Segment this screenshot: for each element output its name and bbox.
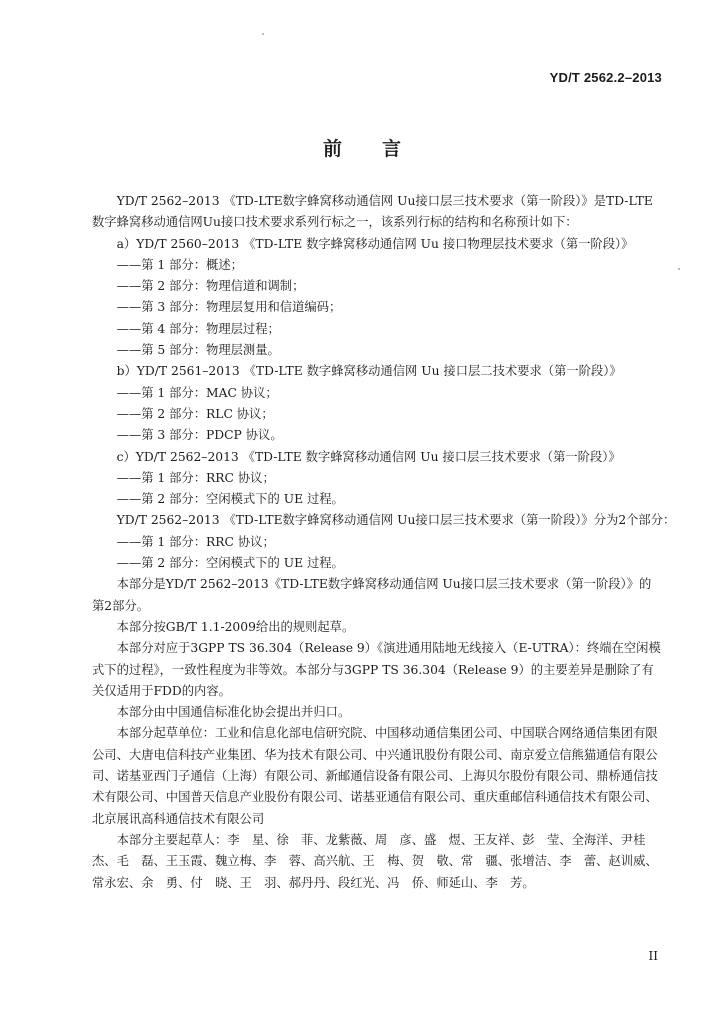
paragraph: 本部分由中国通信标准化协会提出并归口。 bbox=[116, 705, 351, 720]
paragraph: c）YD/T 2562–2013 《TD-LTE 数字蜂窝移动通信网 Uu 接口层三技术要求（第一阶段）》 bbox=[116, 449, 621, 464]
page-number: II bbox=[648, 949, 658, 963]
paragraph: 本部分按GB/T 1.1-2009给出的规则起草。 bbox=[116, 619, 355, 634]
scan-speck bbox=[262, 33, 264, 35]
paragraph: ——第 2 部分：空闲模式下的 UE 过程。 bbox=[116, 556, 344, 571]
paragraph: 本部分主要起草人：李 星、徐 菲、龙紫薇、周 彦、盛 煜、王友祥、彭 莹、全海洋、尹桂杰、毛 磊、王玉霞、魏立梅、李 蓉、高兴航、王 梅、贺 敬、常 疆、张增洁、李 蕾、赵训威、常永宏、余 勇、付 晓、王 羽、郝丹丹、段红光、冯 侨、师延山、李 芳。 bbox=[92, 832, 658, 890]
paragraph: a）YD/T 2560–2013 《TD-LTE 数字蜂窝移动通信网 Uu 接口物理层技术要求（第一阶段）》 bbox=[116, 236, 634, 251]
paragraph: 本部分对应于3GPP TS 36.304（Release 9）《演进通用陆地无线接入（E-UTRA）：终端在空闲模式下的过程》，一致性程度为非等效。本部分与3GPP TS 36.304（Release 9）的主要差异是删除了有关仅适用于FDD的内容。 bbox=[92, 641, 661, 698]
page-title: 前言 bbox=[322, 138, 441, 160]
paragraph: ——第 1 部分：概述； bbox=[116, 257, 243, 272]
paragraph: YD/T 2562–2013 《TD-LTE数字蜂窝移动通信网 Uu接口层三技术要求（第一阶段）》分为2个部分： bbox=[116, 513, 676, 528]
paragraph: ——第 5 部分：物理层测量。 bbox=[116, 343, 280, 358]
paragraph: ——第 2 部分：物理信道和调制； bbox=[116, 279, 305, 294]
paragraph: ——第 2 部分：空闲模式下的 UE 过程。 bbox=[116, 492, 344, 507]
paragraph: ——第 2 部分：RLC 协议； bbox=[116, 406, 274, 421]
paragraph: ——第 1 部分：MAC 协议； bbox=[116, 385, 278, 400]
paragraph: YD/T 2562–2013 《TD-LTE数字蜂窝移动通信网 Uu接口层三技术要求（第一阶段）》是TD-LTE数字蜂窝移动通信网Uu接口技术要求系列行标之一，该系列行标的结构和名称预计如下： bbox=[92, 194, 653, 230]
paragraph: ——第 1 部分：RRC 协议； bbox=[116, 470, 275, 485]
paragraph: 本部分是YD/T 2562–2013《TD-LTE数字蜂窝移动通信网 Uu接口层三技术要求（第一阶段）》的第2部分。 bbox=[92, 577, 652, 613]
paragraph: ——第 1 部分：RRC 协议； bbox=[116, 534, 275, 549]
foreword-body bbox=[92, 191, 676, 894]
document-code: YD/T 2562.2–2013 bbox=[549, 70, 662, 85]
paragraph: ——第 3 部分：物理层复用和信道编码； bbox=[116, 300, 342, 315]
paragraph: b）YD/T 2561–2013 《TD-LTE 数字蜂窝移动通信网 Uu 接口层二技术要求（第一阶段）》 bbox=[116, 364, 622, 379]
paragraph: ——第 4 部分：物理层过程； bbox=[116, 321, 280, 336]
scan-speck bbox=[678, 268, 680, 270]
paragraph: ——第 3 部分：PDCP 协议。 bbox=[116, 428, 283, 443]
paragraph: 本部分起草单位：工业和信息化部电信研究院、中国移动通信集团公司、中国联合网络通信集团有限公司、大唐电信科技产业集团、华为技术有限公司、中兴通讯股份有限公司、南京爱立信熊猫通信有限公司、诺基亚西门子通信（上海）有限公司、新邮通信设备有限公司、上海贝尔股份有限公司、鼎桥通信技术有限公司、中国普天信息产业股份有限公司、诺基亚通信有限公司、重庆重邮信科通信技术有限公司、北京展讯高科通信技术有限公司 bbox=[92, 726, 658, 826]
